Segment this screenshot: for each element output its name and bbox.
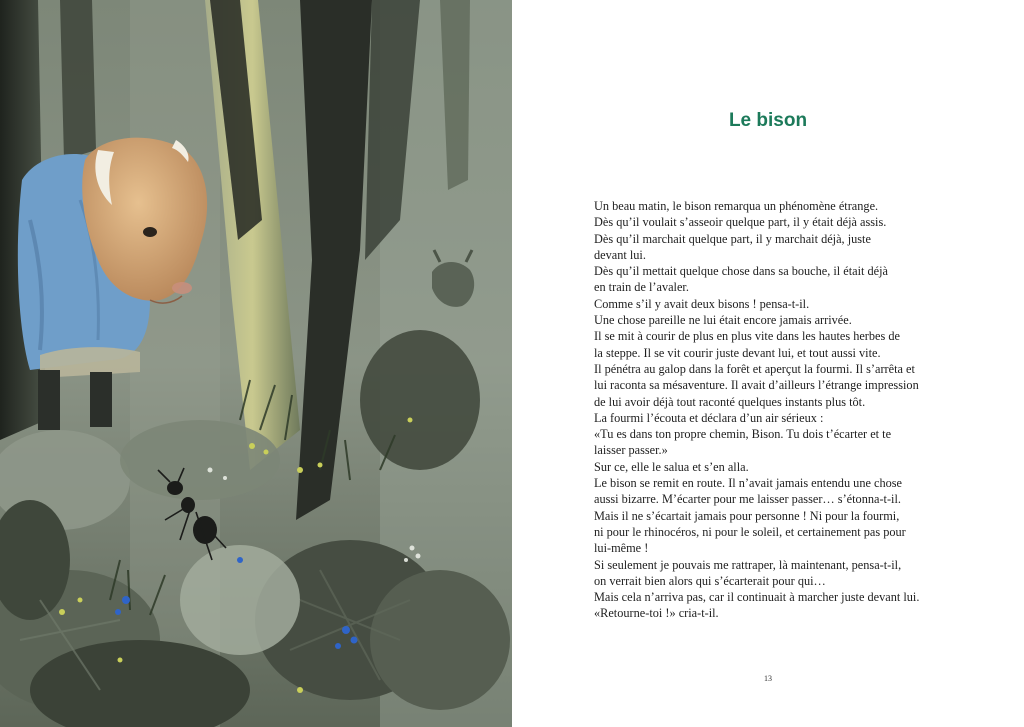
story-line: Dès qu’il voulait s’asseoir quelque part, il y était déjà assis.	[594, 215, 887, 230]
story-line: ni pour le rhinocéros, ni pour le soleil, et certainement pas pour	[594, 524, 906, 539]
story-line: la steppe. Il se vit courir juste devant lui, et tout aussi vite.	[594, 345, 881, 360]
story-line: Mais il ne s’écartait jamais pour personne ! Ni pour la fourmi,	[594, 508, 900, 523]
story-line: Il pénétra au galop dans la forêt et aperçut la fourmi. Il s’arrêta et	[594, 361, 915, 376]
story-line: «Tu es dans ton propre chemin, Bison. Tu dois t’écarter et te	[594, 427, 892, 442]
story-line: lui-même !	[594, 541, 649, 556]
story-line: Le bison se remit en route. Il n’avait jamais entendu une chose	[594, 476, 903, 491]
story-line: Comme s’il y avait deux bisons ! pensa-t-il.	[594, 296, 810, 311]
story-line: de lui avoir déjà tout raconté quelques instants plus tôt.	[594, 394, 866, 409]
story-line: aussi bizarre. M’écarter pour me laisser passer… s’étonna-t-il.	[594, 492, 901, 507]
story-line: on verrait bien alors qui s’écarterait pour qui…	[594, 573, 826, 588]
story-title: Le bison	[728, 110, 808, 131]
story-line: en train de l’avaler.	[594, 280, 689, 295]
story-line: lui raconta sa mésaventure. Il avait d’ailleurs l’étrange impression	[594, 378, 919, 393]
story-line: Mais cela n’arriva pas, car il continuait à marcher juste devant lui.	[594, 590, 920, 605]
text-page	[512, 0, 1024, 727]
story-line: Si seulement je pouvais me rattraper, là maintenant, pensa-t-il,	[594, 557, 902, 572]
story-line: Dès qu’il mettait quelque chose dans sa bouche, il était déjà	[594, 264, 889, 279]
story-line: Sur ce, elle le salua et s’en alla.	[594, 459, 749, 474]
story-body	[594, 198, 974, 622]
story-line: laisser passer.»	[594, 443, 668, 458]
bison-eye	[143, 227, 157, 237]
story-line: Un beau matin, le bison remarqua un phénomène étrange.	[594, 199, 879, 213]
story-line: Une chose pareille ne lui était encore jamais arrivée.	[594, 313, 852, 328]
story-line: Il se mit à courir de plus en plus vite dans les hautes herbes de	[594, 329, 900, 344]
story-line: «Retourne-toi !» cria-t-il.	[594, 606, 719, 621]
story-line: Dès qu’il marchait quelque part, il y marchait déjà, juste	[594, 231, 871, 246]
page-number: 13	[764, 674, 772, 683]
story-line: devant lui.	[594, 247, 646, 262]
story-line: La fourmi l’écouta et déclara d’un air sérieux :	[594, 410, 824, 425]
